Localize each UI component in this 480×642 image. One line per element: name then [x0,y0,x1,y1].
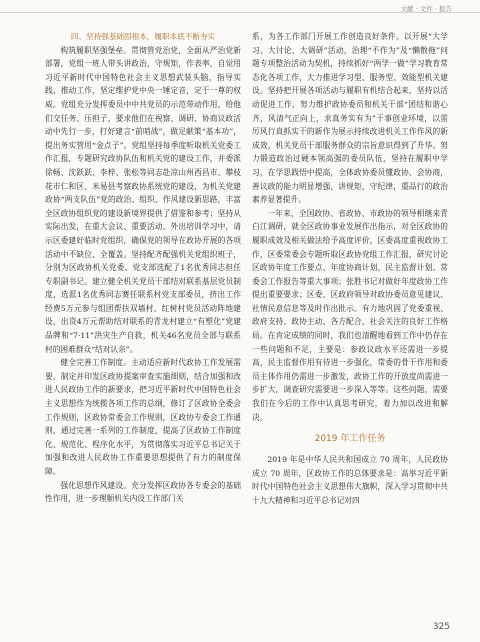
section-heading: 2019 年工作任务 [314,434,386,445]
right-column [252,30,448,508]
paragraph: 系，为各工作部门开展工作创造良好条件。以开展“大学习、大讨论、大调研”活动，治理“不作为”及“懒散拖”问题专项整治活动为契机，持续抓好“两学一做”学习教育常态化各项工作，大力推进学习型、服务型、效能型机关建设。坚持把开展各项活动与履职有机结合起来，坚持以活动促进工作，努力维护政协委员和机关干部“团结和谐心齐，风清气正向上，求真务实有为”干事创业环境，以雷厉风行真抓实干的新作为展示持续改进机关工作作风的新成效，机关党员干部服务群众的宗旨意识得到了升华。努力锻造政治过硬本领高强的委员队伍，坚持在履职中学习，在学思践悟中提高，全体政协委员懂政协、会协商，善议政的能力明显增强，讲规矩，守纪律，重品行的政治素养显著提升。 [252,32,448,205]
paragraph: 强化思想作风建设。充分发挥区政协各专委会的基础性作用，进一步理顺机关内设工作部门关 [45,480,241,504]
paragraph: 2019 年是中华人民共和国成立 70 周年，人民政协成立 70 周年，区政协工作的总体要求是：高举习近平新时代中国特色社会主义思想伟大旗帜，深入学习贯彻中共十九大精神和习近平总书记对四 [252,455,448,505]
paragraph: 构筑履职坚强堡垒。贯彻管党治党，全面从严治党新部署，党组一班人带头讲政治，守规矩，作表率，自觉用习近平新时代中国特色社会主义思想武装头脑，指导实践、推动工作，坚定维护党中央一锤定音，定于一尊的权威。党组充分发挥委员中中共党员的示范带动作用，给他们交任务、压担子，要求他们在视察、调研、协商议政活动中先行一步，打好建言“前哨战”，做足献策“基本功”，提出务实管用“金点子”。党组坚持每季度听取机关党委工作汇报，专题研究政协队伍和机关党的建设工作，并委派徐畅、沈跃跃、李梓、张松等同志赴凉山州西昌市、攀枝花市仁和区、米易县考察政协系统党的建设，为机关党建政协“两支队伍”党的政治、组织、作风建设新思路，丰富全区政协组织党的建设新境界提供了借鉴和参考；坚持从实际出发，在重大会议、重要活动、外出培训学习中，请示区委建好临时党组织，确保党的领导在政协开展的各项活动中不缺位、全覆盖。坚持配齐配强机关党组织班子，分别为区政协机关党委、党支部选配了1名优秀同志担任专职副书记。建立健全机关党员干部结对联系基层党员制度，选派1名优秀同志赛任联系村党支部委员，挤出工作经费5万元参与组团帮扶双墙村、红树村党员活动阵地建设，出资4万元帮助结对联系的青龙村建立“有塑化”党建品牌和“7·11”洪灾生产自救，机关46名党员全部与联系村的困难群众“结对认亲”。 [45,45,241,354]
section-heading: 四、坚持强基础固根本，履职本底不断夯实 [70,32,216,41]
page-number: 325 [432,622,450,632]
paragraph: 一年来，全国政协、省政协、市政协的领导相继来青白江调研，就全区政协事业发展作出指示，对全区政协的履职成效及相关做法给予高度评价，区委高度重视政协工作，区委常委会专题听取区政协党组工作汇报，研究讨论区政协年度工作要点、年度协商计划、民主监督计划、常委会工作报告等重大事项；张胜书记对做好年度政协工作提出重要要求；区委、区政府领导对政协委员意见建议、社情民意信息等及时作出批示。有力地巩固了党委重视、政府支持、政协主动、各方配合、社会关注的良好工作格局。在肯定成绩的同时，我们也清醒地看到工作中仍存在一些问题和不足，主要是：参政议政水平还需进一步提高，民主监督作用有待进一步强化，常委的骨干作用和委员主体作用仍需进一步激发，政协工作的开放度尚需进一步扩大，调查研究需要进一步深入等等。这些问题，需要我们在今后的工作中认真思考研究，着力加以改进和解决。 [252,208,448,422]
left-column [45,30,241,506]
paragraph: 健全完善工作制度。主动适应新时代政协工作发展需要，制定并印发区政协提案审查实施细则，结合加强和改进人民政协工作的新要求，把习近平新时代中国特色社会主义思想作为统揽各项工作的总纲，修订了区政协全委会工作规则，区政协常委会工作规则，区政协专委会工作通则，通过完善一系列的工作制度，提高了区政协工作制度化、规范化、程序化水平，为贯彻落实习近平总书记关于加强和改进人民政协工作重要思想提供了有力的制度保障。 [45,358,241,476]
running-head: 文献 · 文件 · 报告 [400,5,452,13]
